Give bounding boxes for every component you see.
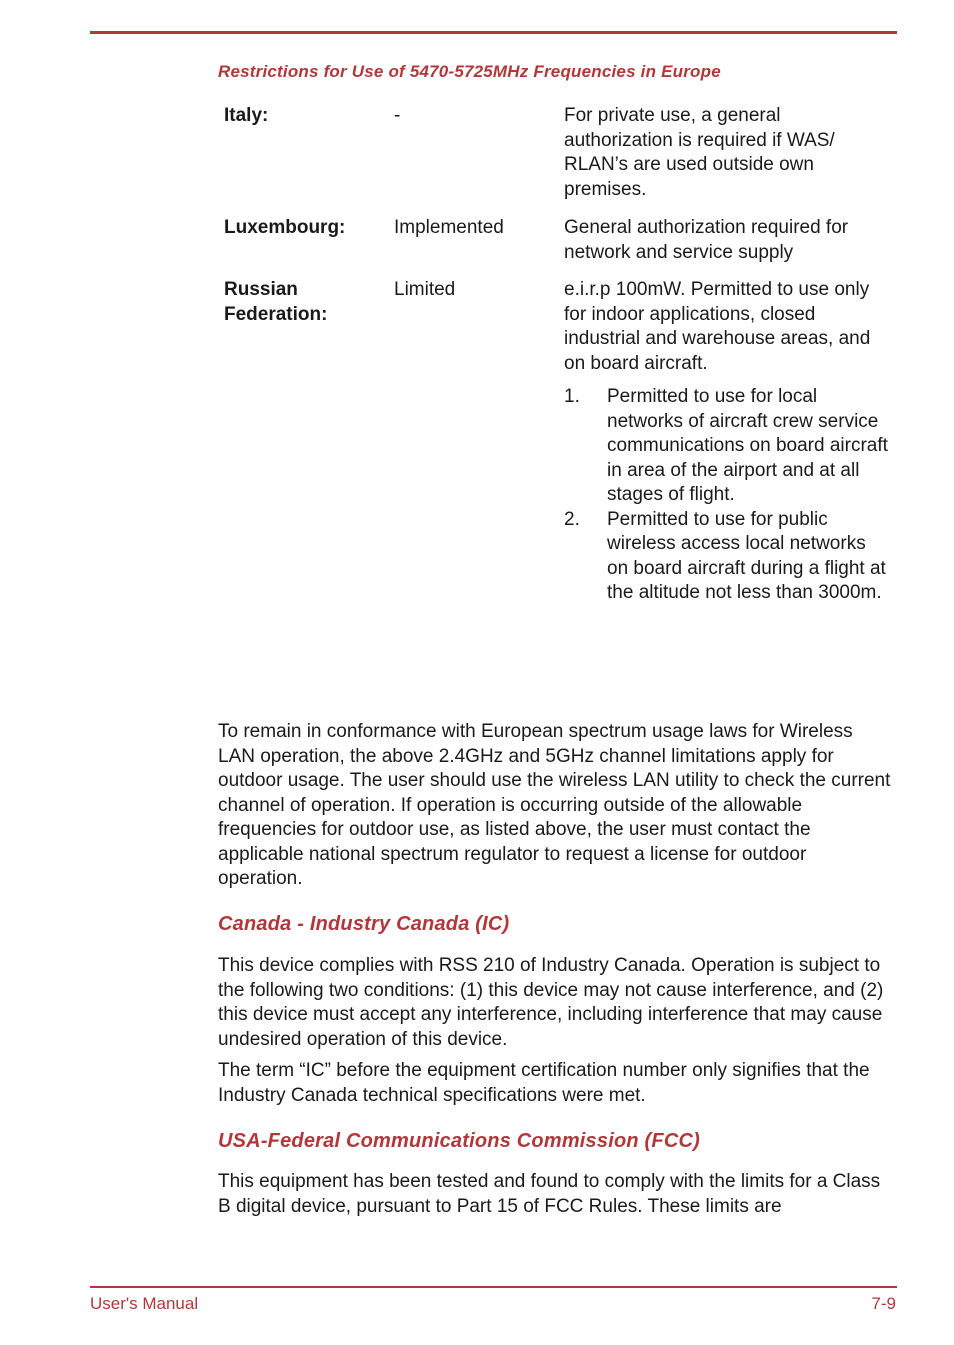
country-cell: Russian Federation:	[224, 279, 328, 325]
footer-rule	[90, 1286, 897, 1288]
description-text: e.i.r.p 100mW. Permitted to use only for indoor applications, closed industrial and warehouse areas, and on board aircraft.	[564, 279, 871, 374]
list-item-text: Permitted to use for local networks of aircraft crew service communications on board aircraft in area of the airport and at all stages of flight.	[607, 386, 888, 505]
conformance-paragraph: To remain in conformance with European spectrum usage laws for Wireless LAN operation, the above 2.4GHz and 5GHz channel limitations apply for outdoor usage. The user should use the wireless LAN utility to check the current channel of operation. If operation is occurring outside of the allowable frequencies for outdoor use, as listed above, the user must contact the applicable national spectrum regulator to request a license for outdoor operation.	[218, 721, 891, 889]
table-row-italy	[224, 104, 896, 216]
table-row-russia	[224, 278, 896, 658]
header-rule	[90, 31, 897, 34]
status-cell: -	[394, 105, 401, 126]
restrictions-heading: Restrictions for Use of 5470-5725MHz Frequencies in Europe	[218, 62, 721, 81]
usa-heading: USA-Federal Communications Commission (FCC)	[218, 1130, 700, 1152]
country-cell: Italy:	[224, 105, 269, 126]
canada-paragraph-2: The term “IC” before the equipment certification number only signifies that the Industry Canada technical specifications were met.	[218, 1060, 870, 1106]
numbered-list	[564, 385, 892, 606]
country-cell: Luxembourg:	[224, 217, 346, 238]
status-cell: Limited	[394, 279, 456, 300]
canada-heading: Canada - Industry Canada (IC)	[218, 913, 510, 935]
description-cell: For private use, a general authorization is required if WAS/ RLAN’s are used outside own premises.	[564, 105, 835, 200]
canada-paragraph-1: This device complies with RSS 210 of Industry Canada. Operation is subject to the following two conditions: (1) this device may not cause interference, and (2) this device must accept any interference, including interference that may cause undesired operation of this device.	[218, 955, 884, 1050]
list-item-text: Permitted to use for public wireless access local networks on board aircraft during a flight at the altitude not less than 3000m.	[607, 508, 886, 603]
table-row-luxembourg	[224, 216, 896, 278]
description-cell	[564, 278, 892, 606]
footer-title: User's Manual	[90, 1294, 199, 1313]
description-cell: General authorization required for network and service supply	[564, 217, 849, 263]
list-item	[564, 385, 892, 508]
list-number: 2.	[564, 508, 580, 530]
list-item	[564, 508, 892, 606]
status-cell: Implemented	[394, 217, 504, 238]
page-number: 7-9	[871, 1294, 896, 1313]
usa-paragraph: This equipment has been tested and found to comply with the limits for a Class B digital device, pursuant to Part 15 of FCC Rules. These limits are	[218, 1171, 881, 1217]
list-number: 1.	[564, 386, 580, 407]
restrictions-table	[224, 104, 896, 658]
